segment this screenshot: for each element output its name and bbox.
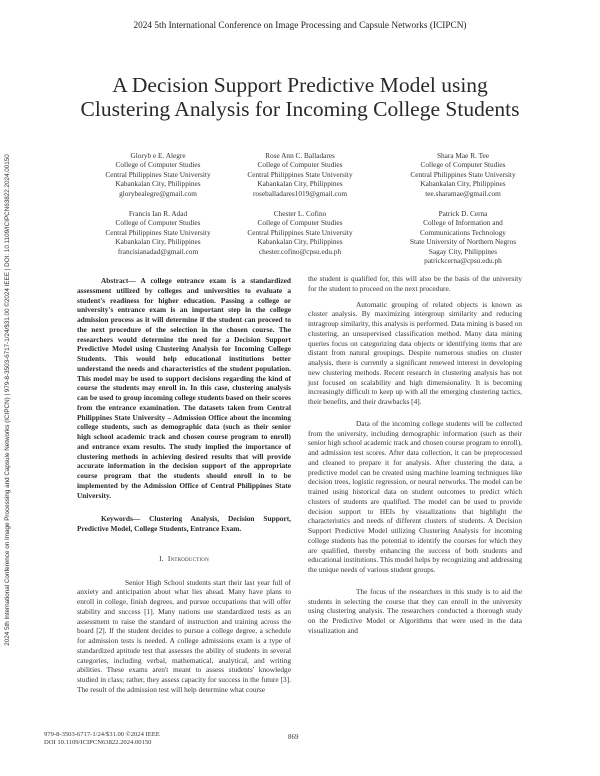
right-column — [308, 274, 522, 636]
author-block — [215, 151, 385, 198]
author-name: Shara Mae R. Tee — [436, 151, 490, 160]
author-name: Francis Ian R. Adad — [128, 209, 188, 218]
author-location: Kabankalan City, Philippines — [257, 237, 343, 247]
author-org: Central Philippines State University — [105, 227, 211, 237]
body-paragraph: the student is qualified for, this will also be the basis of the university for the student to proceed on the next procedure. — [308, 274, 522, 293]
footer-citation — [44, 731, 160, 748]
author-dept-2: Communications Technology — [420, 227, 506, 237]
author-block — [215, 209, 385, 256]
author-dept: College of Information and — [423, 218, 503, 228]
author-email: francisianadad@gmail.com — [117, 246, 199, 256]
keywords-text: Keywords— Clustering Analysis, Decision Support, Predictive Model, College Students, Entrance Exam. — [77, 514, 291, 533]
section-title: Introduction — [167, 553, 209, 563]
author-org: Central Philippines State University — [247, 227, 353, 237]
author-location: Sagay City, Philippines — [428, 246, 498, 256]
author-location: Kabankalan City, Philippines — [420, 179, 506, 189]
footer-isbn: 979-8-3503-6717-1/24/$31.00 ©2024 IEEE — [44, 731, 160, 738]
footer-doi: DOI 10.1109/ICIPCN63822.2024.00150 — [44, 739, 152, 747]
author-org: Central Philippines State University — [247, 169, 353, 179]
author-block — [378, 151, 548, 198]
author-name: Gloryb e E. Alegre — [130, 151, 186, 160]
author-org: State University of Northern Negros — [409, 237, 517, 247]
author-dept: College of Computer Studies — [257, 160, 343, 170]
page-number: 869 — [288, 733, 299, 741]
author-email: tee.sharamae@gmail.com — [425, 188, 501, 198]
author-name: Chester L. Cofino — [273, 209, 327, 218]
body-paragraph: Automatic grouping of related objects is known as cluster analysis. By maximizing intergroup similarity and reducing intragroup similarity, this analysis is performed. Data mining is based on clustering, an unsupervised classification method. Many data mining queries focus on categorizing data objects or identifying items that are distant from natural groupings. Despite numerous studies on cluster analysis, there is currently a significant renewed interest in developing new clustering methods. Recent research in clustering analysis has not just focused on scalability and high dimensionality. It is becoming increasingly difficult to keep up with all the emerging clustering tactics, their benefits, and their drawbacks [4]. — [308, 299, 522, 406]
author-dept: College of Computer Studies — [420, 160, 506, 170]
body-paragraph: Data of the incoming college students will be collected from the university, including demographic information (such as their senior high school academic track and chosen course program to enroll), and admission test scores. After data collection, it can be preprocessed and cleaned to prepare it for analysis. After clustering the data, a predictive model can be created using machine learning techniques like decision trees, logistic regression, or neural networks. The model can be trained using historical data on student outcomes to predict which clusters of students are qualified. The model can be used to provide decision support to HEIs by visualizations that highlight the characteristics and needs of different clusters of students. A Decision Support Predictive Model utilizing Clustering Analysis for incoming college students has the potential to identify the courses for which they are qualified, thereby enhancing the success of both students and educational institutions. This model helps by recognizing and addressing the unique needs of various student groups. — [308, 418, 522, 574]
author-email: roseballadares1019@gmail.com — [252, 188, 348, 198]
body-paragraph: The focus of the researchers in this study is to aid the students in selecting the course that they can enroll in the university using clustering analysis. The researchers conducted a thorough study on the Predictive Model or Algorithms that were used in the data visualization and — [308, 586, 522, 635]
author-dept: College of Computer Studies — [115, 218, 201, 228]
section-heading-introduction — [77, 554, 291, 564]
author-org: Central Philippines State University — [410, 169, 516, 179]
conference-header: 2024 5th International Conference on Image Processing and Capsule Networks (ICIPCN) — [133, 21, 467, 31]
abstract-text: Abstract— A college entrance exam is a standardized assessment utilized by colleges and universities to evaluate a student's readiness for higher education. Passing a college or university's entrance exam is an important step in the college admission process as it will determine if the student can proceed to the next procedure of the selection in the chosen course. The researchers would determine the need for a Decision Support Predictive Model using Clustering Analysis for Incoming College Students. This would help educational institutions better understand the needs and characteristics of the student population. This model may be used to support decisions regarding the kind of course the students may enroll in. In this case, clustering analysis can be used to group incoming college students based on their scores from the entrance examination. The datasets taken from Central Philippines State University – Admission Office about the incoming college students, such as demographic data (such as their senior high school academic track and chosen course program to enroll) and entrance exam results. The study implied the importance of clustering methods in achieving desired results that will provide accurate information in the decision support of the appropriate course program that the students should enroll in to be implemented by the Admission Office of Central Philippines State University. — [77, 276, 291, 500]
title-line-2: Clustering Analysis for Incoming College Students — [80, 97, 520, 121]
author-location: Kabankalan City, Philippines — [115, 237, 201, 247]
side-margin-citation: 2024 5th International Conference on Image Processing and Capsule Networks (ICIPCN) | 979-8-3503-6717-1/24/$31.00 ©2024 IEEE | DOI: 10.1109/ICIPCN63822.2024.00150 — [4, 154, 11, 646]
author-name: Rose Ann C. Balladares — [265, 151, 335, 160]
author-dept: College of Computer Studies — [115, 160, 201, 170]
author-org: Central Philippines State University — [105, 169, 211, 179]
title-line-1: A Decision Support Predictive Model using — [112, 73, 488, 97]
author-email: patrickcerna@cpsu.edu.ph — [424, 256, 502, 266]
author-dept: College of Computer Studies — [257, 218, 343, 228]
left-column — [77, 276, 291, 695]
paper-title — [0, 73, 600, 121]
section-number: I. — [159, 553, 164, 563]
body-paragraph: Senior High School students start their last year full of anxiety and anticipation about what lies ahead. Many have plans to enroll in college, finish degrees, and pursue occupations that will offer stability and success [1]. Many nations use standardized tests as an assessment to raise the standard of instruction and training across the board [2]. If the student decides to pursue a college degree, a schedule for admission tests is needed. A college admissions exam is a type of standardized aptitude test that assesses the ability of students in several categories, including verbal, mathematical, analytical, and writing abilities. These exams aren't meant to assess students' knowledge studied in class; rather, they assess capacity for success in the future [3]. The result of the admission test will help determine what course — [77, 577, 291, 694]
author-email: glorybealegre@gmail.com — [119, 188, 197, 198]
author-location: Kabankalan City, Philippines — [115, 179, 201, 189]
author-email: chester.cofino@cpsu.edu.ph — [258, 246, 342, 256]
author-name: Patrick D. Cerna — [438, 209, 488, 218]
author-location: Kabankalan City, Philippines — [257, 179, 343, 189]
author-block — [378, 209, 548, 265]
